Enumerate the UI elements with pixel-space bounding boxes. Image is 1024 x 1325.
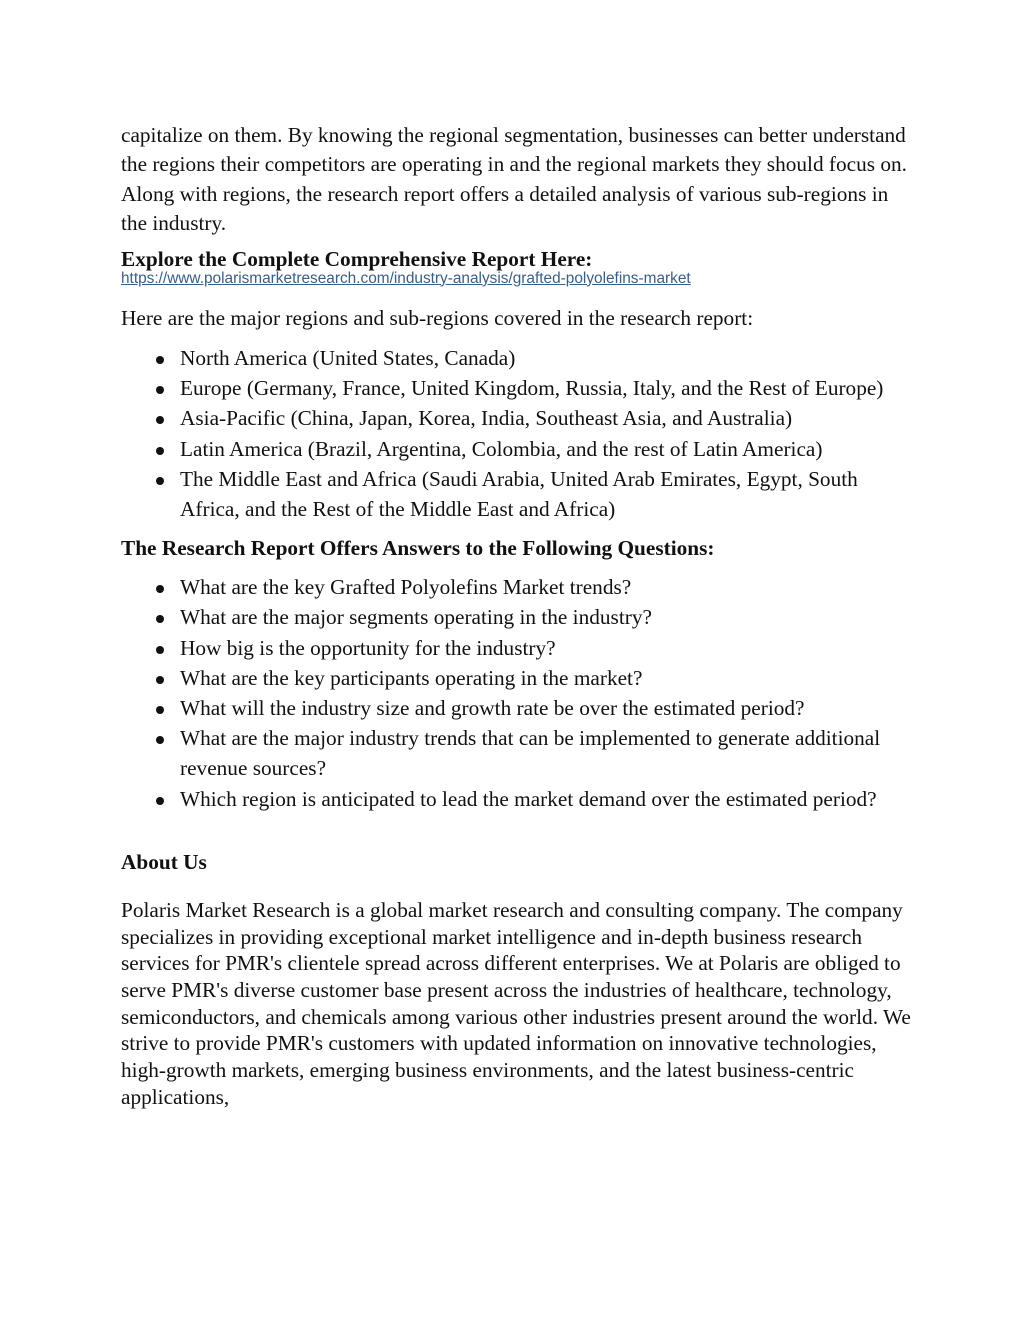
questions-heading: The Research Report Offers Answers to the Following Questions: <box>121 536 715 561</box>
document-page <box>121 121 911 1111</box>
list-item <box>121 434 911 464</box>
regions-intro: Here are the major regions and sub-regions covered in the research report: <box>121 305 754 330</box>
questions-list <box>121 572 911 814</box>
region-label: North America (United States, Canada) <box>180 346 516 371</box>
bullet-icon <box>156 416 164 424</box>
report-link[interactable]: https://www.polarismarketresearch.com/industry-analysis/grafted-polyolefins-market <box>121 269 691 287</box>
intro-paragraph: capitalize on them. By knowing the regional segmentation, businesses can better understand the regions their competitors are operating in and the regional markets they should focus on. Along with regions, the research report offers a detailed analysis of various sub-regions in the industry. <box>121 123 907 236</box>
list-item <box>121 373 911 403</box>
list-item <box>121 784 911 814</box>
question-label: How big is the opportunity for the industry? <box>180 635 556 660</box>
bullet-icon <box>156 676 164 684</box>
bullet-icon <box>156 386 164 394</box>
region-label: Europe (Germany, France, United Kingdom, Russia, Italy, and the Rest of Europe) <box>180 376 884 401</box>
question-label: What are the key Grafted Polyolefins Market trends? <box>180 575 632 600</box>
regions-list <box>121 343 911 524</box>
list-item <box>121 693 911 723</box>
bullet-icon <box>156 646 164 654</box>
bullet-icon <box>156 706 164 714</box>
region-label: Latin America (Brazil, Argentina, Colombia, and the rest of Latin America) <box>180 436 823 461</box>
bullet-icon <box>156 447 164 455</box>
list-item <box>121 343 911 373</box>
region-label: Asia-Pacific (China, Japan, Korea, India, Southeast Asia, and Australia) <box>180 406 793 431</box>
list-item <box>121 464 911 524</box>
about-paragraph: Polaris Market Research is a global market research and consulting company. The company specializes in providing exceptional market intelligence and in-depth business research services for PMR's clientele spread across different enterprises. We at Polaris are obliged to serve PMR's diverse customer base present across the industries of healthcare, technology, semiconductors, and chemicals among various other industries present around the world. We strive to provide PMR's customers with updated information on innovative technologies, high-growth markets, emerging business environments, and the latest business-centric applications, <box>121 897 911 1109</box>
list-item <box>121 723 911 783</box>
about-heading: About Us <box>121 849 207 874</box>
bullet-icon <box>156 356 164 364</box>
question-label: What will the industry size and growth rate be over the estimated period? <box>180 696 805 721</box>
list-item <box>121 663 911 693</box>
bullet-icon <box>156 585 164 593</box>
question-label: What are the major segments operating in the industry? <box>180 605 652 630</box>
bullet-icon <box>156 477 164 485</box>
question-label: Which region is anticipated to lead the market demand over the estimated period? <box>180 786 877 811</box>
list-item <box>121 602 911 632</box>
list-item <box>121 572 911 602</box>
explore-heading: Explore the Complete Comprehensive Report Here: <box>121 246 593 271</box>
question-label: What are the major industry trends that can be implemented to generate additional revenue sources? <box>180 726 881 781</box>
bullet-icon <box>156 615 164 623</box>
bullet-icon <box>156 736 164 744</box>
region-label: The Middle East and Africa (Saudi Arabia, United Arab Emirates, Egypt, South Africa, and the Rest of the Middle East and Africa) <box>180 466 858 522</box>
bullet-icon <box>156 797 164 805</box>
question-label: What are the key participants operating in the market? <box>180 665 643 690</box>
list-item <box>121 403 911 433</box>
list-item <box>121 633 911 663</box>
